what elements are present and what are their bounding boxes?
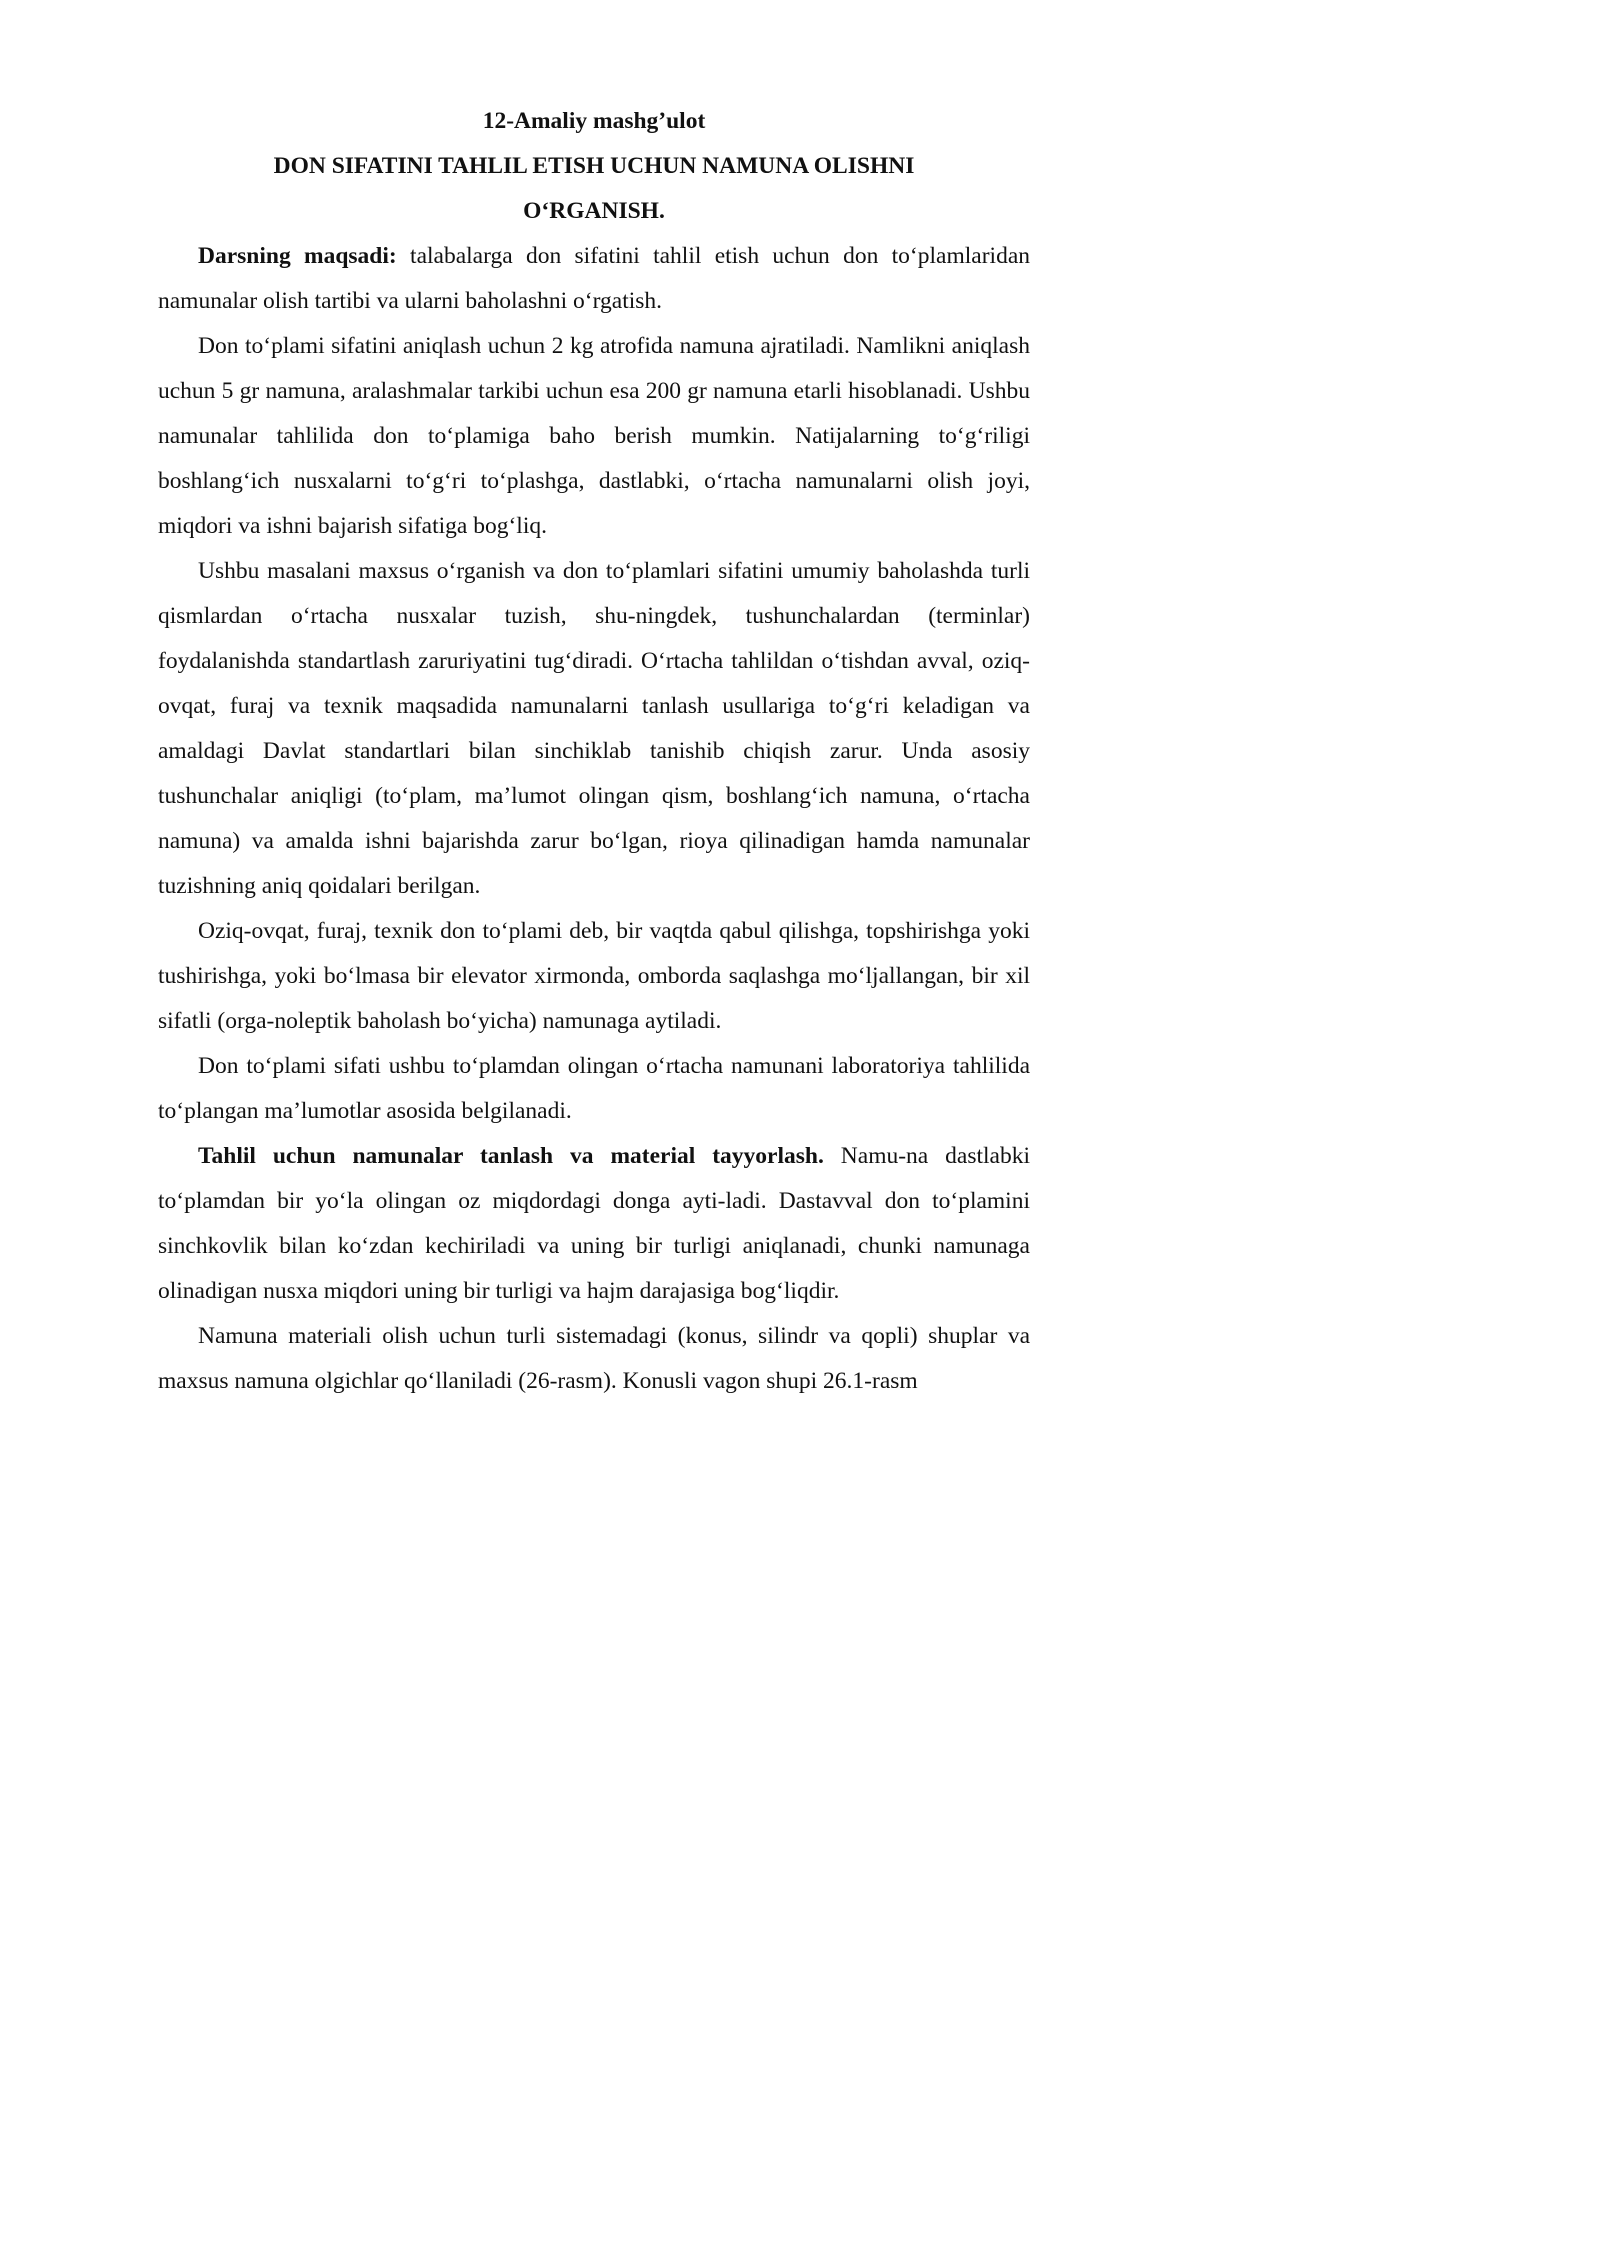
- paragraph: Namuna materiali olish uchun turli sistemadagi (konus, silindr va qopli) shuplar va maxsus namuna olgichlar qo‘llaniladi (26-rasm). Konusli vagon shupi 26.1-rasm: [158, 1323, 1030, 1394]
- document-page: [0, 0, 1100, 1555]
- paragraph: Don to‘plami sifati ushbu to‘plamdan olingan o‘rtacha namunani laboratoriya tahlilida to‘plangan ma’lumotlar asosida belgilanadi.: [158, 1053, 1030, 1124]
- paragraph: Oziq-ovqat, furaj, texnik don to‘plami deb, bir vaqtda qabul qilishga, topshirishga yoki tushirishga, yoki bo‘lmasa bir elevator xirmonda, omborda saqlashga mo‘ljallangan, bir xil sifatli (orga-noleptik baholash bo‘yicha) namunaga aytiladi.: [158, 918, 1030, 1034]
- paragraph-objective: [158, 234, 1030, 324]
- paragraph-lead: Tahlil uchun namunalar tanlash va material tayyorlash.: [198, 1143, 824, 1169]
- paragraph-lead: Darsning maqsadi:: [198, 243, 397, 269]
- paragraph: Don to‘plami sifatini aniqlash uchun 2 kg atrofida namuna ajratiladi. Namlikni aniqlash uchun 5 gr namuna, aralashmalar tarkibi uchun esa 200 gr namuna etarli hisoblanadi. Ushbu namunalar tahlilida don to‘plamiga baho berish mumkin. Natijalarning to‘g‘riligi boshlang‘ich nusxalarni to‘g‘ri to‘plashga, dastlabki, o‘rtacha namunalarni olish joyi, miqdori va ishni bajarish sifatiga bog‘liq.: [158, 333, 1030, 539]
- paragraph-text: Namu-na dastlabki to‘plamdan bir yo‘la olingan oz miqdordagi donga ayti-ladi. Dastavval don to‘plamini sinchkovlik bilan ko‘zdan kechiriladi va uning bir turligi aniqlanadi, chunki namunaga olinadigan nusxa miqdori uning bir turligi va hajm darajasiga bog‘liqdir.: [158, 1143, 1030, 1304]
- document-title-line-1: DON SIFATINI TAHLIL ETISH UCHUN NAMUNA OLISHNI: [273, 153, 915, 179]
- document-title-line-2: O‘RGANISH.: [523, 198, 665, 224]
- document-body: [158, 99, 1030, 1404]
- paragraph-text: talabalarga don sifatini tahlil etish uchun don to‘plamlaridan namunalar olish tartibi va ularni baholashni o‘rgatish.: [158, 243, 1030, 314]
- lesson-number: 12-Amaliy mashg’ulot: [482, 108, 706, 134]
- paragraph-sampling: [158, 1134, 1030, 1314]
- paragraph: Ushbu masalani maxsus o‘rganish va don to‘plamlari sifatini umumiy baholashda turli qismlardan o‘rtacha nusxalar tuzish, shu-ningdek, tushunchalardan (terminlar) foydalanishda standartlash zaruriyatini tug‘diradi. O‘rtacha tahlildan o‘tishdan avval, oziq-ovqat, furaj va texnik maqsadida namunalarni tanlash usullariga to‘g‘ri keladigan va amaldagi Davlat standartlari bilan sinchiklab tanishib chiqish zarur. Unda asosiy tushunchalar aniqligi (to‘plam, ma’lumot olingan qism, boshlang‘ich namuna, o‘rtacha namuna) va amalda ishni bajarishda zarur bo‘lgan, rioya qilinadigan hamda namunalar tuzishning aniq qoidalari berilgan.: [158, 558, 1030, 899]
